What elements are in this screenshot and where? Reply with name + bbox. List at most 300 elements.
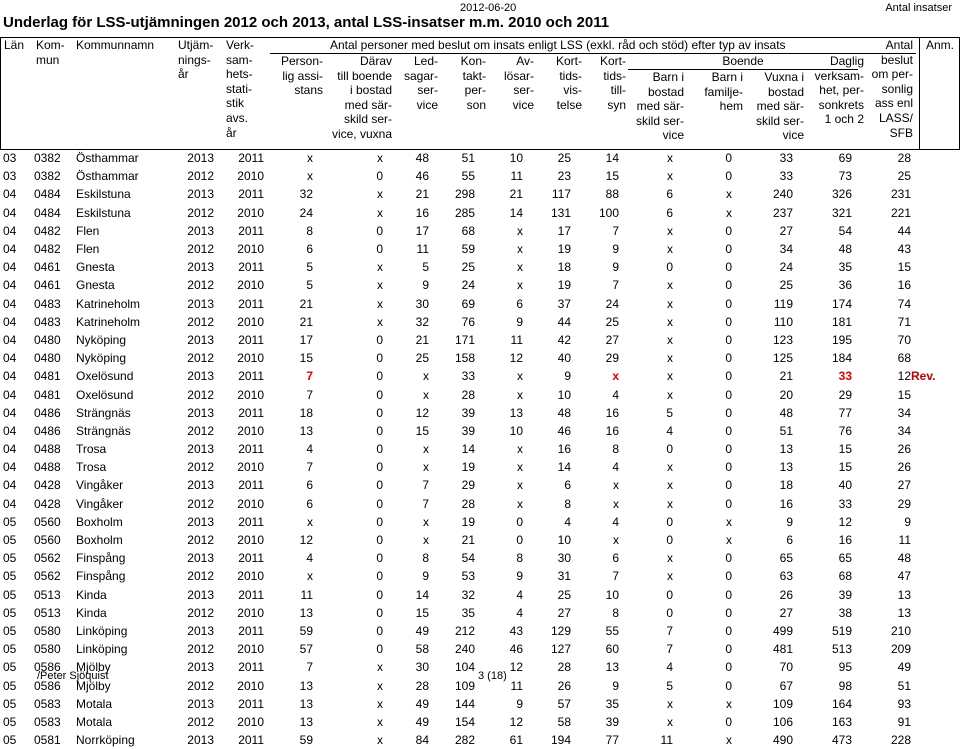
cell-korttidsvistelse: 14 <box>557 460 571 475</box>
cell-korttidstillsyn: 4 <box>612 387 619 402</box>
cell-barn-familjehem: 0 <box>725 478 732 493</box>
cell-anm <box>911 731 960 749</box>
cell-anm <box>911 513 960 531</box>
cell-korttidsvistelse: 10 <box>557 533 571 548</box>
cell-kontaktperson: 158 <box>454 351 475 366</box>
table-row <box>0 367 960 385</box>
cell-daglig-verksamhet: 174 <box>831 296 852 311</box>
cell-daglig-verksamhet: 35 <box>838 260 852 275</box>
cell-utjamningsar: 2012 <box>187 242 214 257</box>
col-header-barn-sarskild-service: Barn i bostad med sär- skild ser- vice <box>635 70 684 143</box>
cell-utjamningsar: 2013 <box>187 478 214 493</box>
cell-antal-beslut: 13 <box>897 605 911 620</box>
cell-barn-familjehem: 0 <box>725 242 732 257</box>
cell-antal-beslut: 209 <box>890 642 911 657</box>
cell-kommun-kod: 0461 <box>34 278 61 293</box>
cell-verksamhetsar: 2010 <box>237 278 264 293</box>
cell-daglig-verksamhet: 98 <box>838 678 852 693</box>
cell-barn-familjehem: x <box>726 696 732 711</box>
cell-kommun-kod: 0586 <box>34 660 61 675</box>
cell-utjamningsar: 2012 <box>187 314 214 329</box>
cell-barn-sarskild-service: x <box>667 278 673 293</box>
cell-verksamhetsar: 2011 <box>238 660 264 675</box>
cell-kommunnamn: Gnesta <box>76 260 115 275</box>
cell-daglig-verksamhet: 12 <box>838 514 852 529</box>
cell-korttidstillsyn: 16 <box>605 423 619 438</box>
cell-kontaktperson: 282 <box>454 733 475 748</box>
cell-kommun-kod: 0382 <box>34 151 61 166</box>
cell-daglig-verksamhet: 36 <box>838 278 852 293</box>
cell-kontaktperson: 144 <box>454 696 475 711</box>
cell-barn-familjehem: 0 <box>725 169 732 184</box>
cell-personlig-assistans: x <box>307 169 313 184</box>
cell-lan: 04 <box>3 223 17 238</box>
cell-kontaktperson: 51 <box>461 151 475 166</box>
cell-anm <box>911 604 960 622</box>
col-header-avlosarservice: Av- lösar- ser- vice <box>503 54 534 112</box>
cell-kommunnamn: Katrineholm <box>76 296 141 311</box>
cell-vuxna-sarskild-service: 27 <box>779 223 793 238</box>
cell-personlig-assistans: 15 <box>299 351 313 366</box>
cell-anm <box>911 222 960 240</box>
cell-utjamningsar: 2012 <box>187 169 214 184</box>
cell-lan: 05 <box>3 533 17 548</box>
cell-avlosarservice: 12 <box>509 714 523 729</box>
cell-kommun-kod: 0583 <box>34 714 61 729</box>
cell-kommunnamn: Katrineholm <box>76 314 141 329</box>
cell-verksamhetsar: 2011 <box>238 332 264 347</box>
cell-barn-familjehem: x <box>726 533 732 548</box>
cell-vuxna-sarskild-service: 6 <box>786 533 793 548</box>
cell-antal-beslut: 34 <box>897 423 911 438</box>
table-row <box>0 695 960 713</box>
cell-utjamningsar: 2012 <box>187 351 214 366</box>
cell-kommun-kod: 0488 <box>34 442 61 457</box>
cell-personlig-assistans: 6 <box>306 496 313 511</box>
cell-daglig-verksamhet: 16 <box>838 533 852 548</box>
cell-anm <box>911 404 960 422</box>
cell-verksamhetsar: 2010 <box>237 605 264 620</box>
cell-korttidstillsyn: 9 <box>612 260 619 275</box>
cell-verksamhetsar: 2010 <box>237 533 264 548</box>
cell-kontaktperson: 76 <box>461 314 475 329</box>
group-header-antal-personer: Antal personer med beslut om insats enligt LSS (exkl. råd och stöd) efter typ av insats <box>330 38 786 52</box>
table-row <box>0 458 960 476</box>
cell-vuxna-sarskild-service: 25 <box>779 278 793 293</box>
cell-vuxna-sarskild-service: 24 <box>779 260 793 275</box>
col-header-korttidstillsyn: Kort- tids- till- syn <box>599 54 626 112</box>
cell-korttidstillsyn: 6 <box>612 551 619 566</box>
cell-utjamningsar: 2013 <box>187 151 214 166</box>
cell-vuxna-sarskild-service: 16 <box>779 496 793 511</box>
cell-korttidstillsyn: x <box>613 478 619 493</box>
table-row <box>0 167 960 185</box>
cell-kommunnamn: Motala <box>76 714 113 729</box>
cell-anm <box>911 622 960 640</box>
cell-korttidsvistelse: 9 <box>564 369 571 384</box>
cell-antal-beslut: 29 <box>897 496 911 511</box>
cell-vuxna-sarskild-service: 21 <box>779 369 793 384</box>
cell-antal-beslut: 71 <box>897 314 911 329</box>
cell-verksamhetsar: 2011 <box>238 623 264 638</box>
cell-ledsagarservice: 9 <box>422 278 429 293</box>
cell-barn-sarskild-service: 5 <box>666 678 673 693</box>
cell-verksamhetsar: 2011 <box>238 514 264 529</box>
cell-ledsagarservice: x <box>423 514 429 529</box>
cell-barn-familjehem: 0 <box>725 314 732 329</box>
cell-darav-boende: 0 <box>376 533 383 548</box>
cell-korttidstillsyn: 7 <box>612 278 619 293</box>
cell-daglig-verksamhet: 519 <box>831 623 852 638</box>
cell-personlig-assistans: 17 <box>299 332 313 347</box>
cell-barn-familjehem: x <box>726 205 732 220</box>
cell-barn-sarskild-service: 11 <box>660 733 673 748</box>
cell-korttidsvistelse: 10 <box>557 387 571 402</box>
cell-vuxna-sarskild-service: 34 <box>779 242 793 257</box>
cell-korttidstillsyn: x <box>613 533 619 548</box>
cell-vuxna-sarskild-service: 499 <box>772 623 793 638</box>
cell-kontaktperson: 39 <box>461 423 475 438</box>
table-row <box>0 204 960 222</box>
cell-barn-familjehem: 0 <box>725 151 732 166</box>
cell-avlosarservice: x <box>517 442 523 457</box>
cell-darav-boende: 0 <box>376 569 383 584</box>
cell-utjamningsar: 2012 <box>187 205 214 220</box>
cell-ledsagarservice: 84 <box>415 733 429 748</box>
table-row <box>0 385 960 403</box>
cell-barn-sarskild-service: x <box>667 496 673 511</box>
cell-barn-sarskild-service: 0 <box>666 587 673 602</box>
cell-anm <box>911 495 960 513</box>
cell-lan: 05 <box>3 642 17 657</box>
cell-kontaktperson: 33 <box>461 369 475 384</box>
cell-korttidsvistelse: 8 <box>564 496 571 511</box>
cell-kommunnamn: Finspång <box>76 551 126 566</box>
cell-korttidsvistelse: 17 <box>557 223 571 238</box>
cell-anm <box>911 640 960 658</box>
cell-avlosarservice: 11 <box>510 332 523 347</box>
cell-personlig-assistans: 7 <box>306 660 313 675</box>
cell-antal-beslut: 16 <box>897 278 911 293</box>
cell-daglig-verksamhet: 77 <box>838 405 852 420</box>
cell-ledsagarservice: 30 <box>415 296 429 311</box>
cell-utjamningsar: 2012 <box>187 387 214 402</box>
cell-korttidsvistelse: 131 <box>550 205 571 220</box>
cell-korttidstillsyn: 4 <box>612 514 619 529</box>
cell-kontaktperson: 21 <box>461 533 475 548</box>
cell-kommunnamn: Trosa <box>76 442 107 457</box>
table-row <box>0 586 960 604</box>
cell-antal-beslut: 9 <box>904 514 911 529</box>
cell-barn-sarskild-service: x <box>667 296 673 311</box>
cell-darav-boende: 0 <box>376 332 383 347</box>
cell-kommun-kod: 0482 <box>34 223 61 238</box>
cell-antal-beslut: 51 <box>897 678 911 693</box>
cell-kontaktperson: 19 <box>461 460 475 475</box>
cell-ledsagarservice: 15 <box>415 605 429 620</box>
cell-korttidstillsyn: 13 <box>605 660 619 675</box>
cell-vuxna-sarskild-service: 63 <box>779 569 793 584</box>
cell-daglig-verksamhet: 181 <box>831 314 852 329</box>
cell-personlig-assistans: 24 <box>299 205 313 220</box>
cell-lan: 04 <box>3 460 17 475</box>
cell-verksamhetsar: 2010 <box>237 569 264 584</box>
cell-verksamhetsar: 2011 <box>238 223 264 238</box>
cell-lan: 04 <box>3 387 17 402</box>
cell-avlosarservice: 6 <box>516 296 523 311</box>
cell-utjamningsar: 2013 <box>187 296 214 311</box>
cell-korttidsvistelse: 37 <box>557 296 571 311</box>
cell-vuxna-sarskild-service: 70 <box>779 660 793 675</box>
cell-kontaktperson: 171 <box>454 332 475 347</box>
cell-anm <box>911 695 960 713</box>
col-header-verksamhetsstatistik: Verk- sam- hets- stati- stik avs. år <box>226 38 255 140</box>
cell-utjamningsar: 2013 <box>187 587 214 602</box>
cell-kommunnamn: Strängnäs <box>76 405 131 420</box>
cell-avlosarservice: 21 <box>509 187 523 202</box>
cell-vuxna-sarskild-service: 237 <box>772 205 793 220</box>
cell-personlig-assistans: 4 <box>306 442 313 457</box>
cell-korttidsvistelse: 42 <box>557 332 571 347</box>
cell-korttidstillsyn: 88 <box>605 187 619 202</box>
cell-korttidsvistelse: 57 <box>557 696 571 711</box>
cell-utjamningsar: 2012 <box>187 460 214 475</box>
col-header-kontaktperson: Kon- takt- per- son <box>460 54 486 112</box>
cell-utjamningsar: 2013 <box>187 551 214 566</box>
cell-kommunnamn: Boxholm <box>76 533 123 548</box>
cell-personlig-assistans: 8 <box>306 223 313 238</box>
table-row <box>0 295 960 313</box>
cell-verksamhetsar: 2010 <box>237 460 264 475</box>
cell-vuxna-sarskild-service: 109 <box>772 696 793 711</box>
cell-kommunnamn: Motala <box>76 696 113 711</box>
cell-darav-boende: 0 <box>376 478 383 493</box>
cell-korttidsvistelse: 40 <box>557 351 571 366</box>
cell-personlig-assistans: 57 <box>299 642 313 657</box>
cell-korttidsvistelse: 46 <box>557 423 571 438</box>
cell-barn-sarskild-service: 0 <box>666 442 673 457</box>
cell-barn-sarskild-service: x <box>667 714 673 729</box>
table-row <box>0 313 960 331</box>
cell-darav-boende: x <box>377 187 383 202</box>
cell-korttidstillsyn: 77 <box>605 733 619 748</box>
cell-avlosarservice: 4 <box>516 587 523 602</box>
cell-barn-sarskild-service: x <box>667 223 673 238</box>
cell-utjamningsar: 2013 <box>187 260 214 275</box>
cell-korttidsvistelse: 16 <box>557 442 571 457</box>
cell-daglig-verksamhet: 195 <box>831 332 852 347</box>
cell-antal-beslut: 15 <box>897 387 911 402</box>
cell-antal-beslut: 15 <box>897 260 911 275</box>
cell-vuxna-sarskild-service: 119 <box>773 296 793 311</box>
cell-kommunnamn: Linköping <box>76 623 128 638</box>
cell-korttidstillsyn: 9 <box>612 242 619 257</box>
cell-verksamhetsar: 2011 <box>238 260 264 275</box>
cell-darav-boende: 0 <box>376 623 383 638</box>
table-row <box>0 440 960 458</box>
cell-vuxna-sarskild-service: 51 <box>779 423 793 438</box>
cell-darav-boende: x <box>377 696 383 711</box>
cell-utjamningsar: 2012 <box>187 605 214 620</box>
cell-daglig-verksamhet: 164 <box>831 696 852 711</box>
cell-kontaktperson: 68 <box>461 223 475 238</box>
col-header-personlig-assistans: Person- lig assi- stans <box>280 54 323 98</box>
cell-barn-sarskild-service: 0 <box>666 605 673 620</box>
cell-kommunnamn: Finspång <box>76 569 126 584</box>
cell-darav-boende: x <box>377 296 383 311</box>
cell-verksamhetsar: 2011 <box>238 296 264 311</box>
cell-anm <box>911 476 960 494</box>
table-row <box>0 149 960 167</box>
cell-personlig-assistans: 13 <box>299 605 313 620</box>
cell-personlig-assistans: 13 <box>299 696 313 711</box>
cell-kommun-kod: 0580 <box>34 623 61 638</box>
cell-korttidsvistelse: 48 <box>557 405 571 420</box>
cell-antal-beslut: 210 <box>890 623 911 638</box>
cell-korttidsvistelse: 25 <box>557 587 571 602</box>
cell-korttidstillsyn: x <box>613 496 619 511</box>
cell-avlosarservice: 9 <box>516 569 523 584</box>
cell-kontaktperson: 298 <box>454 187 475 202</box>
cell-personlig-assistans: 13 <box>299 423 313 438</box>
cell-darav-boende: 0 <box>376 514 383 529</box>
cell-kommun-kod: 0513 <box>34 587 61 602</box>
cell-avlosarservice: 4 <box>516 605 523 620</box>
cell-kommunnamn: Mjölby <box>76 678 111 693</box>
cell-lan: 04 <box>3 496 17 511</box>
cell-verksamhetsar: 2011 <box>238 442 264 457</box>
cell-lan: 03 <box>3 169 17 184</box>
cell-kommun-kod: 0562 <box>34 569 61 584</box>
cell-korttidstillsyn: 15 <box>605 169 619 184</box>
cell-lan: 05 <box>3 623 17 638</box>
cell-verksamhetsar: 2010 <box>237 678 264 693</box>
cell-daglig-verksamhet: 95 <box>838 660 852 675</box>
cell-anm <box>911 567 960 585</box>
cell-korttidsvistelse: 23 <box>557 169 571 184</box>
cell-kommun-kod: 0488 <box>34 460 61 475</box>
table-row <box>0 495 960 513</box>
cell-utjamningsar: 2013 <box>187 405 214 420</box>
cell-vuxna-sarskild-service: 240 <box>772 187 793 202</box>
cell-utjamningsar: 2013 <box>187 623 214 638</box>
cell-korttidstillsyn: 25 <box>605 314 619 329</box>
col-header-korttidsvistelse: Kort- tids- vis- telse <box>555 54 582 112</box>
cell-verksamhetsar: 2011 <box>238 187 264 202</box>
cell-lan: 04 <box>3 260 17 275</box>
cell-kontaktperson: 39 <box>461 405 475 420</box>
cell-ledsagarservice: 9 <box>422 569 429 584</box>
cell-lan: 05 <box>3 514 17 529</box>
cell-darav-boende: 0 <box>376 351 383 366</box>
cell-verksamhetsar: 2011 <box>238 696 264 711</box>
cell-antal-beslut: 93 <box>897 696 911 711</box>
cell-anm <box>911 167 960 185</box>
cell-korttidstillsyn: 7 <box>612 223 619 238</box>
cell-daglig-verksamhet: 39 <box>838 587 852 602</box>
cell-utjamningsar: 2013 <box>187 187 214 202</box>
cell-barn-sarskild-service: 0 <box>666 533 673 548</box>
cell-barn-sarskild-service: 4 <box>666 423 673 438</box>
cell-korttidstillsyn: 27 <box>605 332 619 347</box>
cell-barn-familjehem: 0 <box>725 569 732 584</box>
cell-barn-familjehem: 0 <box>725 587 732 602</box>
cell-personlig-assistans: x <box>307 151 313 166</box>
cell-personlig-assistans: 5 <box>306 278 313 293</box>
table-row <box>0 731 960 749</box>
cell-ledsagarservice: 25 <box>415 351 429 366</box>
cell-kommun-kod: 0382 <box>34 169 61 184</box>
cell-avlosarservice: x <box>517 478 523 493</box>
cell-lan: 04 <box>3 369 17 384</box>
table-row <box>0 404 960 422</box>
cell-daglig-verksamhet: 184 <box>831 351 852 366</box>
cell-barn-sarskild-service: x <box>667 551 673 566</box>
cell-vuxna-sarskild-service: 67 <box>779 678 793 693</box>
cell-kommun-kod: 0428 <box>34 478 61 493</box>
cell-lan: 04 <box>3 278 17 293</box>
cell-lan: 05 <box>3 569 17 584</box>
col-header-anm: Anm. <box>926 38 955 52</box>
cell-kommunnamn: Nyköping <box>76 351 127 366</box>
cell-verksamhetsar: 2010 <box>237 714 264 729</box>
cell-utjamningsar: 2012 <box>187 533 214 548</box>
cell-kommun-kod: 0486 <box>34 423 61 438</box>
cell-darav-boende: x <box>377 714 383 729</box>
cell-kontaktperson: 35 <box>461 605 475 620</box>
cell-korttidstillsyn: 24 <box>605 296 619 311</box>
cell-barn-sarskild-service: 7 <box>666 623 673 638</box>
cell-anm <box>911 295 960 313</box>
cell-daglig-verksamhet: 48 <box>838 242 852 257</box>
cell-ledsagarservice: 21 <box>415 187 429 202</box>
cell-verksamhetsar: 2011 <box>238 478 264 493</box>
cell-barn-familjehem: 0 <box>725 351 732 366</box>
cell-personlig-assistans: x <box>307 514 313 529</box>
cell-kontaktperson: 104 <box>454 660 475 675</box>
cell-verksamhetsar: 2010 <box>237 242 264 257</box>
cell-utjamningsar: 2013 <box>187 696 214 711</box>
cell-verksamhetsar: 2011 <box>238 587 264 602</box>
cell-barn-sarskild-service: 0 <box>666 514 673 529</box>
cell-kontaktperson: 28 <box>461 387 475 402</box>
report-date: 2012-06-20 <box>460 2 517 14</box>
cell-darav-boende: x <box>377 205 383 220</box>
cell-kommun-kod: 0580 <box>34 642 61 657</box>
header-mid-rule <box>919 37 920 150</box>
cell-lan: 04 <box>3 405 17 420</box>
cell-barn-familjehem: 0 <box>725 423 732 438</box>
cell-ledsagarservice: 28 <box>415 678 429 693</box>
cell-darav-boende: x <box>377 733 383 748</box>
cell-anm <box>911 313 960 331</box>
cell-korttidstillsyn: 29 <box>605 351 619 366</box>
cell-avlosarservice: x <box>517 460 523 475</box>
cell-ledsagarservice: 46 <box>415 169 429 184</box>
table-row <box>0 331 960 349</box>
cell-kommun-kod: 0583 <box>34 696 61 711</box>
cell-kommun-kod: 0482 <box>34 242 61 257</box>
cell-daglig-verksamhet: 473 <box>831 733 852 748</box>
cell-ledsagarservice: 30 <box>415 660 429 675</box>
cell-korttidstillsyn: 8 <box>612 605 619 620</box>
cell-korttidstillsyn: 8 <box>612 442 619 457</box>
cell-daglig-verksamhet: 40 <box>838 478 852 493</box>
cell-barn-sarskild-service: x <box>667 242 673 257</box>
cell-darav-boende: 0 <box>376 169 383 184</box>
table-row <box>0 222 960 240</box>
cell-kommunnamn: Kinda <box>76 587 107 602</box>
